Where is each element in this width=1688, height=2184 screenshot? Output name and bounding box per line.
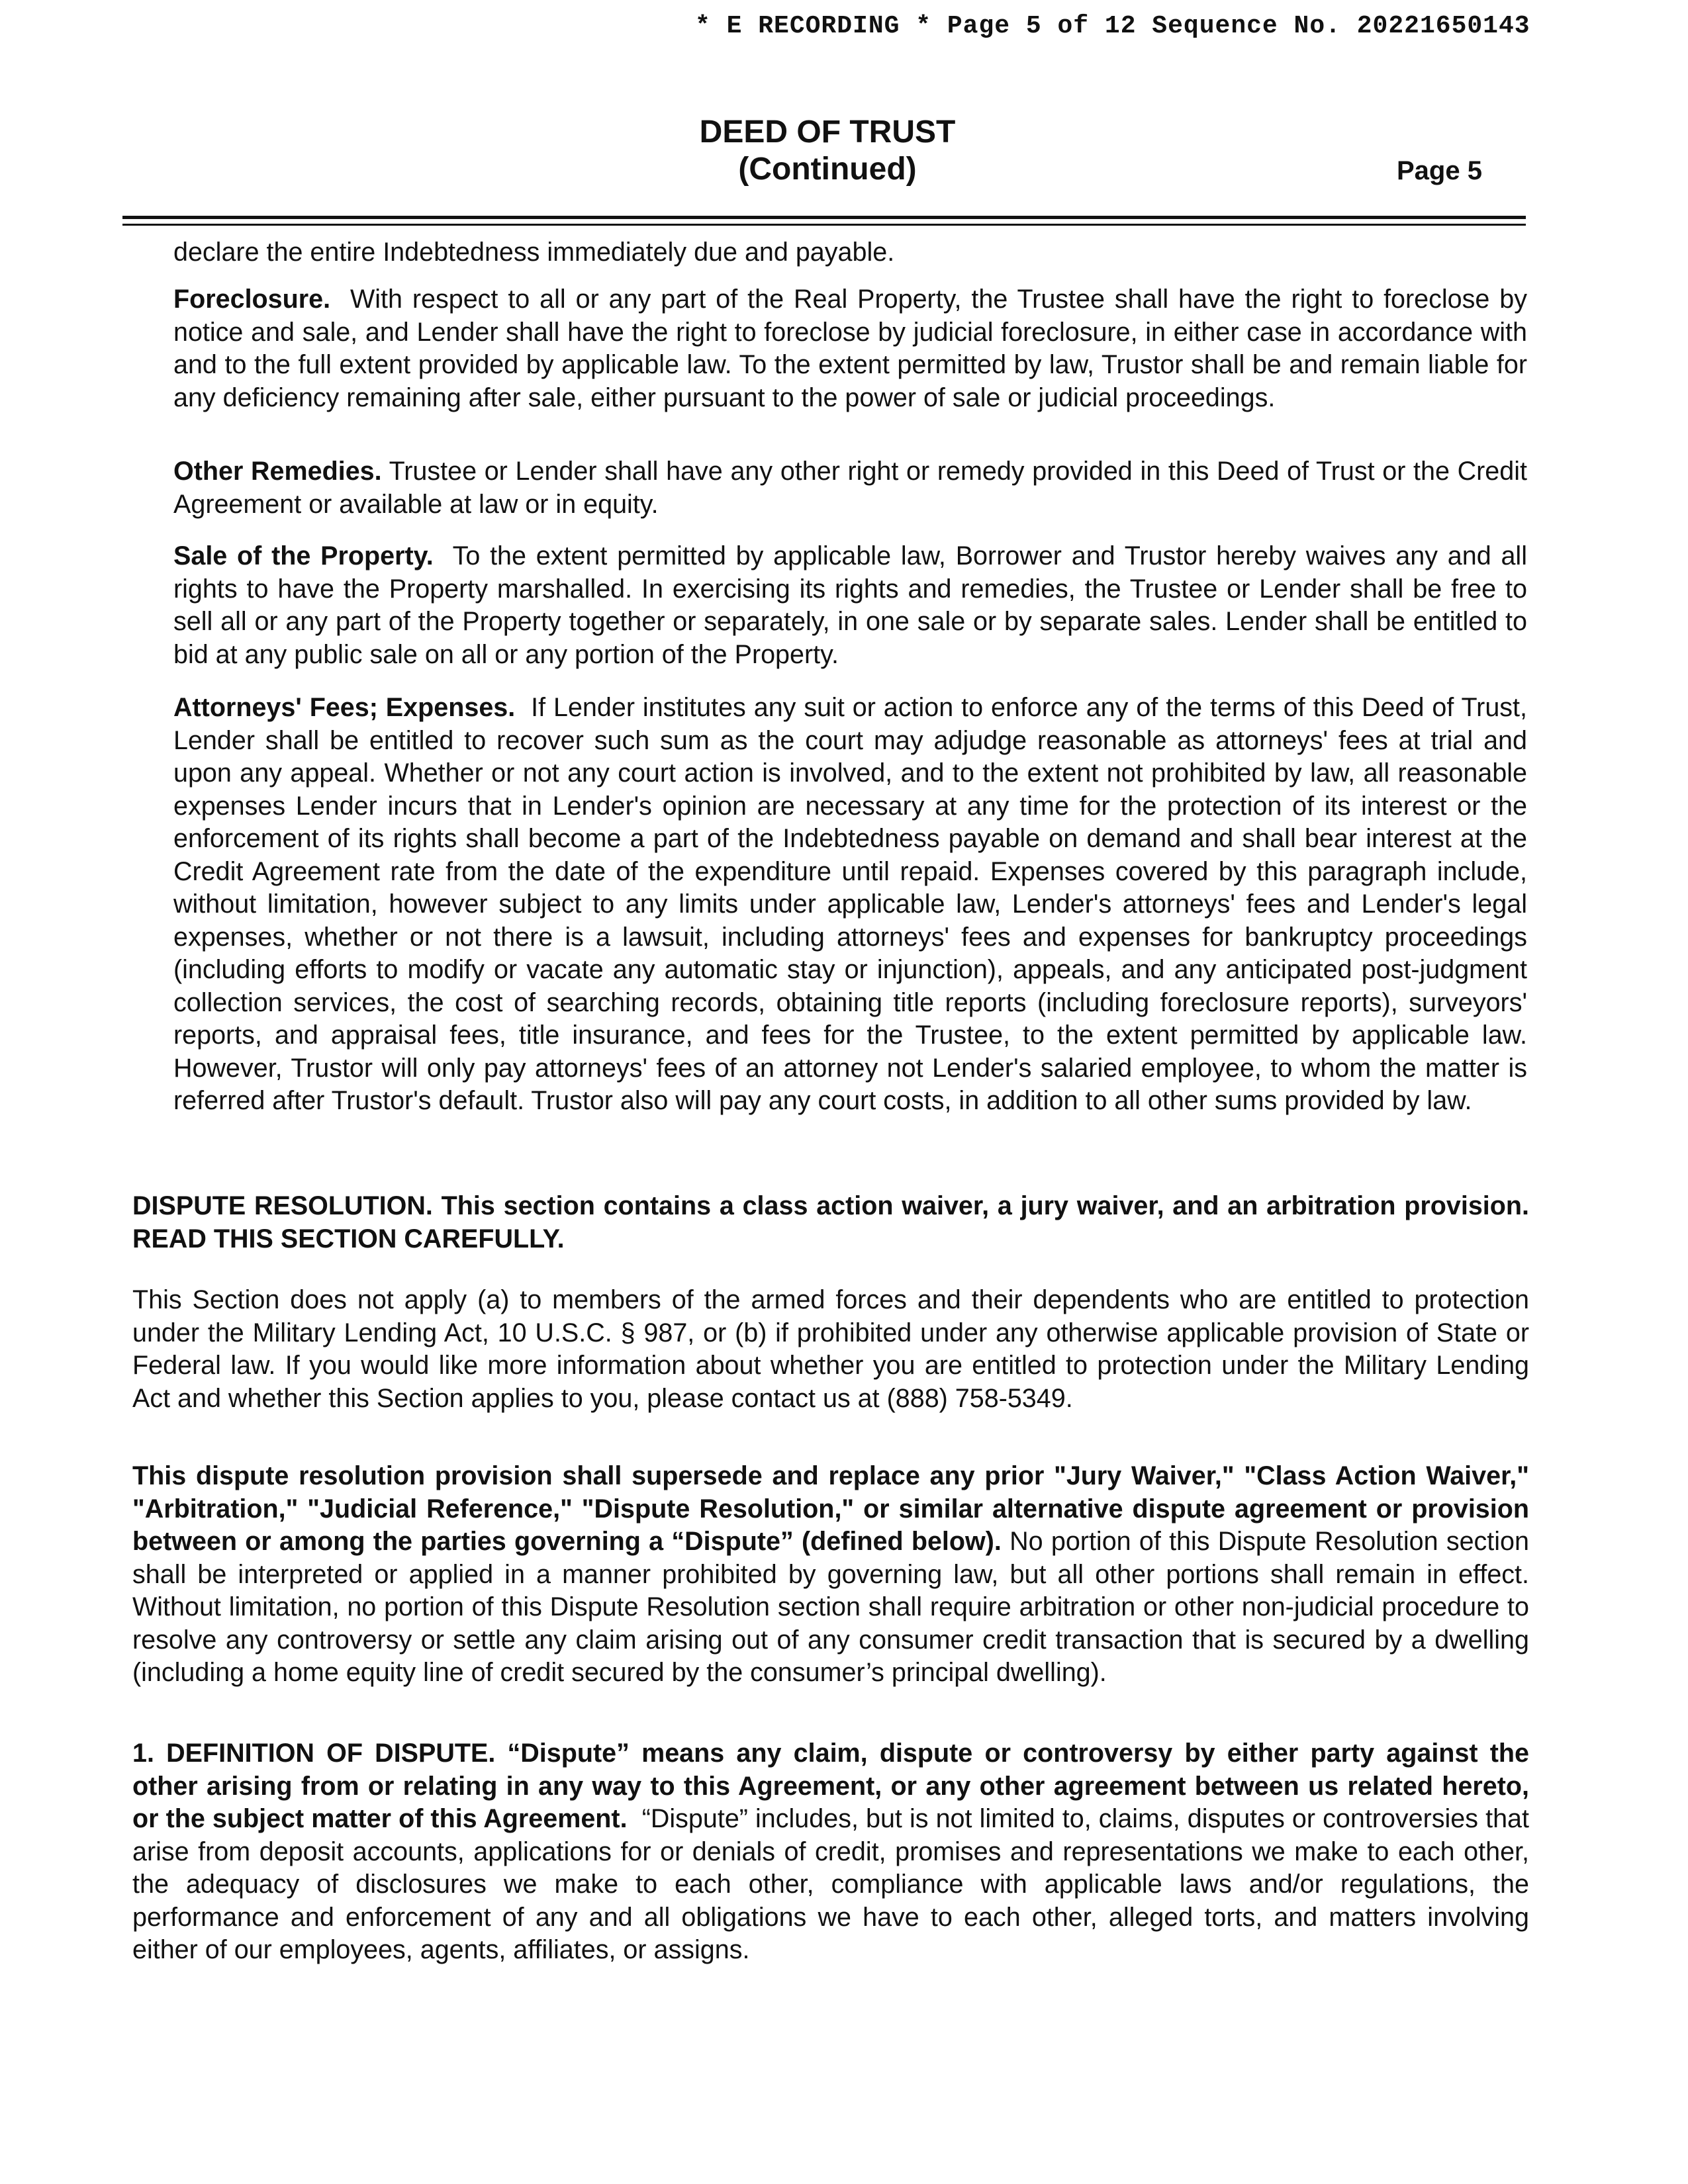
recording-stamp: * E RECORDING * Page 5 of 12 Sequence No. 20221650143 [695, 12, 1530, 40]
page-number: Page 5 [1397, 156, 1482, 185]
title-line-1: DEED OF TRUST [699, 114, 956, 150]
attorneys-fees-paragraph [173, 692, 1527, 1118]
other-remedies-paragraph [173, 455, 1527, 521]
sale-of-property-heading: Sale of the Property. [173, 541, 434, 570]
attorneys-fees-text: If Lender institutes any suit or action to enforce any of the terms of this Deed of Trust, Lender shall be entitled to recover such sum as the court may adjudge reasonable as attorneys' fees at trial and upon any appeal. Whether or not any court action is involved, and to the extent not prohibited by law, all reasonable expenses Lender incurs that in Lender's opinion are necessary at any time for the protection of its interest or the enforcement of its rights shall become a part of the Indebtedness payable on demand and shall bear interest at the Credit Agreement rate from the date of the expenditure until repaid. Expenses covered by this paragraph include, without limitation, however subject to any limits under applicable law, Lender's attorneys' fees and Lender's legal expenses, whether or not there is a lawsuit, including attorneys' fees and expenses for bankruptcy proceedings (including efforts to modify or vacate any automatic stay or injunction), appeals, and any anticipated post-judgment collection services, the cost of searching records, obtaining title reports (including foreclosure reports), surveyors' reports, and appraisal fees, title insurance, and fees for the Trustee, to the extent permitted by applicable law. However, Trustor will only pay attorneys' fees of an attorney not Lender's salaried employee, to whom the matter is referred after Trustor's default. Trustor also will pay any court costs, in addition to all other sums provided by law. [173, 693, 1527, 1115]
header-rule-thin [122, 224, 1526, 226]
title-line-2: (Continued) [738, 152, 917, 187]
header-rule-thick [122, 216, 1526, 219]
foreclosure-text: With respect to all or any part of the Real Property, the Trustee shall have the right to foreclose by notice and sale, and Lender shall have the right to foreclose by judicial foreclosure, in either case in accordance with and to the full extent provided by applicable law. To the extent permitted by law, Trustor shall be and remain liable for any deficiency remaining after sale, either pursuant to the power of sale or judicial proceedings. [173, 285, 1528, 412]
definition-of-dispute-paragraph [132, 1737, 1529, 1967]
sale-of-property-text: To the extent permitted by applicable law, Borrower and Trustor hereby waives any and all rights to have the Property marshalled. In exercising its rights and remedies, the Trustee or Lender shall be free to sell all or any part of the Property together or separately, in one sale or by separate sales. Lender shall be entitled to bid at any public sale on all or any portion of the Property. [173, 541, 1527, 669]
foreclosure-paragraph [173, 283, 1527, 414]
military-lending-paragraph: This Section does not apply (a) to members of the armed forces and their dependents who are entitled to protection under the Military Lending Act, 10 U.S.C. § 987, or (b) if prohibited under any otherwise applicable provision of State or Federal law. If you would like more information about whether you are entitled to protection under the Military Lending Act and whether this Section applies to you, please contact us at (888) 758-5349. [132, 1285, 1529, 1413]
other-remedies-text: Trustee or Lender shall have any other right or remedy provided in this Deed of Trust or the Credit Agreement or available at law or in equity. [173, 457, 1527, 519]
definition-bold: 1. DEFINITION OF DISPUTE. “Dispute” means any claim, dispute or controversy by either party against the other arising from or relating in any way to this Agreement, or any other agreement between us related hereto, or the subject matter of this Agreement. [132, 1739, 1529, 1833]
dispute-resolution-heading: DISPUTE RESOLUTION. This section contains a class action waiver, a jury waiver, and an arbitration provision. READ THIS SECTION CAREFULLY. [132, 1191, 1529, 1253]
document-title [596, 114, 1059, 188]
foreclosure-heading: Foreclosure. [173, 285, 331, 314]
sale-of-property-paragraph [173, 540, 1527, 671]
supersede-bold: This dispute resolution provision shall supersede and replace any prior "Jury Waiver," "Class Action Waiver," "Arbitration," "Judicial Reference," "Dispute Resolution," or similar alternative dispute agreement or provision between or among the parties governing a “Dispute” (defined below). [132, 1461, 1529, 1556]
intro-paragraph: declare the entire Indebtedness immediately due and payable. [173, 238, 895, 267]
definition-text: “Dispute” includes, but is not limited to, claims, disputes or controversies that arise from deposit accounts, applications for or denials of credit, promises and representations we make to each other, the adequacy of disclosures we make to each other, compliance with applicable laws and/or regulations, the performance and enforcement of any and all obligations we have to each other, alleged torts, and matters involving either of our employees, agents, affiliates, or assigns. [132, 1804, 1529, 1964]
other-remedies-heading: Other Remedies. [173, 457, 382, 486]
attorneys-fees-heading: Attorneys' Fees; Expenses. [173, 693, 516, 722]
supersede-text: No portion of this Dispute Resolution section shall be interpreted or applied in a manner prohibited by governing law, but all other portions shall remain in effect. Without limitation, no portion of this Dispute Resolution section shall require arbitration or other non-judicial procedure to resolve any controversy or settle any claim arising out of any consumer credit transaction that is secured by a dwelling (including a home equity line of credit secured by the consumer’s principal dwelling). [132, 1527, 1529, 1687]
supersede-paragraph [132, 1460, 1529, 1690]
